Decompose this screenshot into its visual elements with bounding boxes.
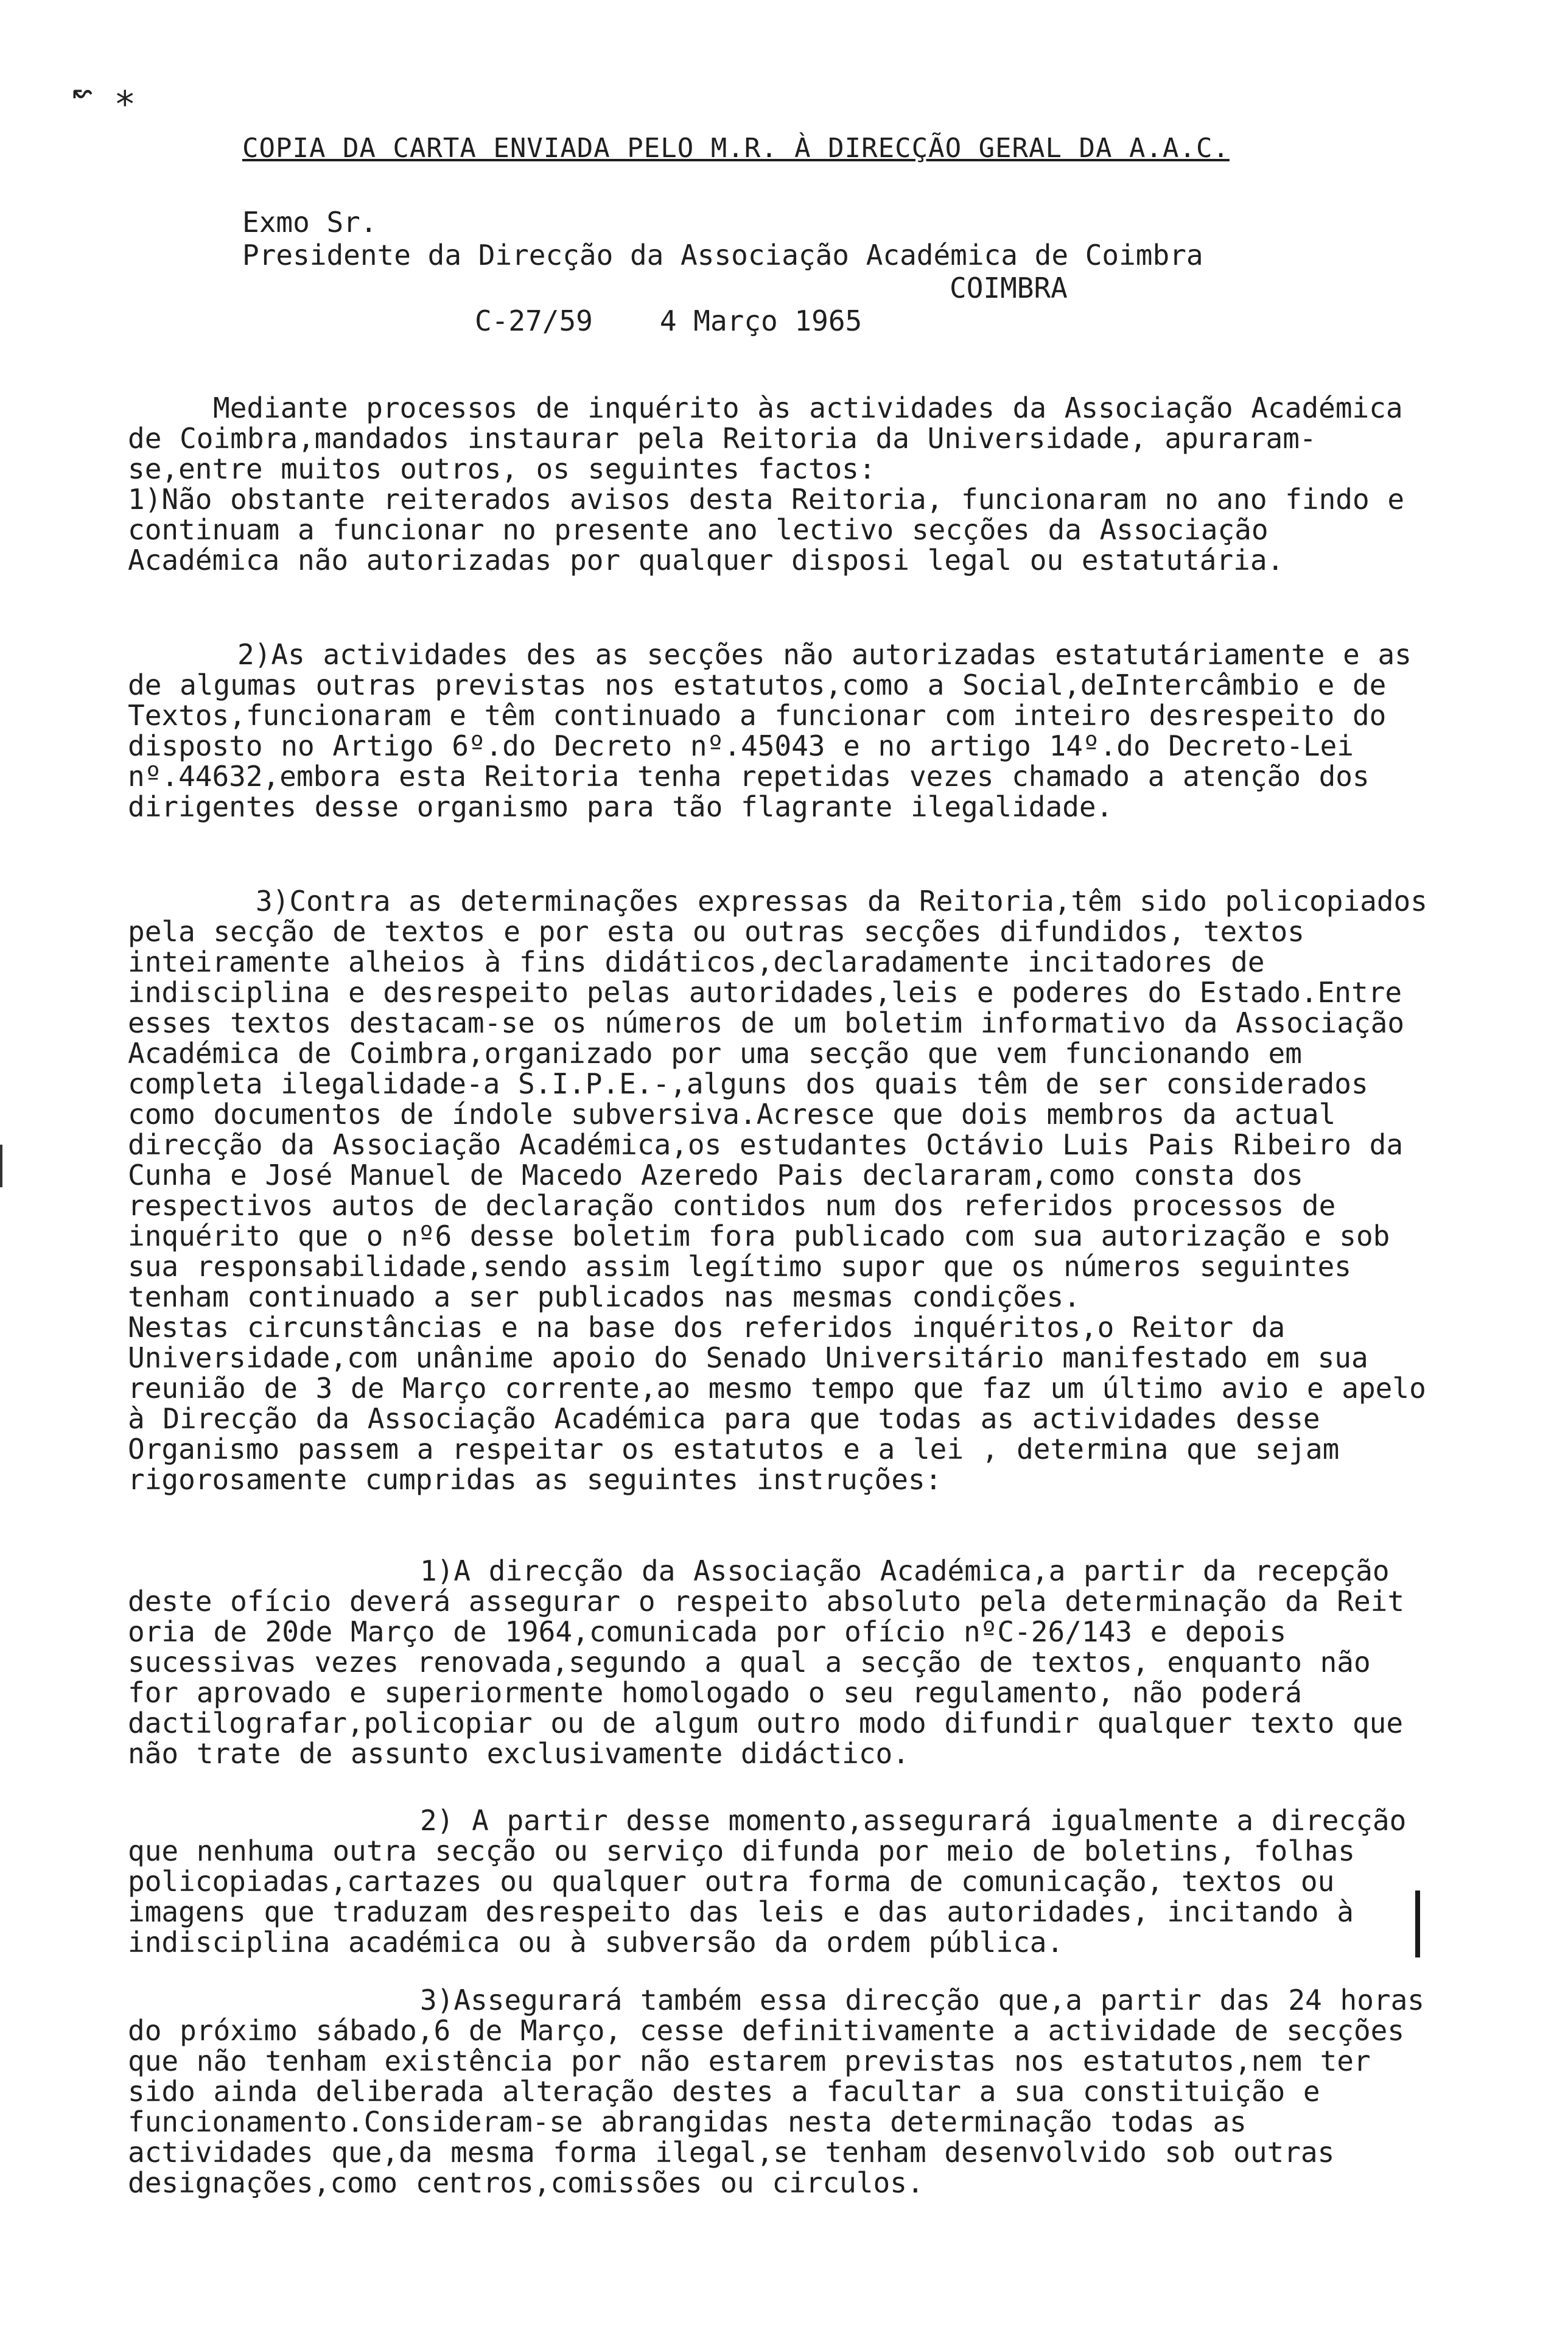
paragraph-instruction-1: 1)A direcção da Associação Académica,a partir da recepção deste ofício deverá assegurar o respeito absoluto pela determinação da Reit oria de 20de Março de 1964,comunicada por ofício nºC-26/143 e depois sucessivas vezes renovada,segundo a qual a secção de textos, enquanto não for aprovado e superiormente homologado o seu regulamento, não poderá dactilografar,policopiar ou de algum outro modo difundir qualquer texto que não trate de assunto exclusivamente didáctico. (128, 1554, 1405, 1770)
addressee-city: COIMBRA (950, 272, 1068, 304)
handwritten-mark-icon: ↜ ⁎ (72, 72, 135, 114)
reference-number: C-27/59 (475, 304, 593, 337)
margin-mark-right (1415, 1890, 1426, 1957)
letter-date: 4 Março 1965 (659, 304, 863, 337)
paragraph-fact-2: 2)As actividades des as secções não autorizadas estatutáriamente e as de algumas outras previstas nos estatutos,como a Social,deIntercâmbio e de Textos,funcionaram e têm continuado a funcionar com inteiro desrespeito do disposto no Artigo 6º.do Decreto nº.45043 e no artigo 14º.do Decreto-Lei nº.44632,embora esta Reitoria tenha repetidas vezes chamado a atenção dos dirigentes desse organismo para tão flagrante ilegalidade. (128, 638, 1412, 823)
margin-mark-left (0, 1145, 11, 1187)
addressee: Presidente da Direcção da Associação Académica de Coimbra (242, 239, 1203, 272)
document-heading: COPIA DA CARTA ENVIADA PELO M.R. À DIRECÇÃO GERAL DA A.A.C. (242, 133, 1230, 164)
paragraph-instruction-3: 3)Assegurará também essa direcção que,a partir das 24 horas do próximo sábado,6 de Março, cesse definitivamente a actividade de secções que não tenham existência por não estarem previstas nos estatutos,nem ter sido ainda deliberada alteração destes a facultar a sua constituição e funcionamento.Consideram-se abrangidas nesta determinação todas as actividades que,da mesma forma ilegal,se tenham desenvolvido sob outras designações,como centros,comissões ou circulos. (128, 1984, 1424, 2199)
paragraph-instruction-2: 2) A partir desse momento,assegurará igualmente a direcção que nenhuma outra secção ou serviço difunda por meio de boletins, folhas policopiadas,cartazes ou qualquer outra forma de comunicação, textos ou imagens que traduzam desrespeito das leis e das autoridades, incitando à indisciplina académica ou à subversão da ordem pública. (128, 1804, 1407, 1959)
paragraph-intro: Mediante processos de inquérito às actividades da Associação Académica de Coimbra,mandados instaurar pela Reitoria da Universidade, apuraram-se,entre muitos outros, os seguintes factos: 1)Não obstante reiterados avisos desta Reitoria, funcionaram no ano findo e continuam a funcionar no presente ano lectivo secções da Associação Académica não autorizadas por qualquer disposi legal ou estatutária. (128, 391, 1405, 577)
salutation: Exmo Sr. (242, 206, 377, 239)
reference-line (475, 304, 862, 337)
paragraph-fact-3: 3)Contra as determinações expressas da Reitoria,têm sido policopiados pela secção de textos e por esta ou outras secções difundidos, textos inteiramente alheios à fins didáticos,declaradamente incitadores de indisciplina e desrespeito pelas autoridades,leis e poderes do Estado.Entre esses textos destacam-se os números de um boletim informativo da Associação Académica de Coimbra,organizado por uma secção que vem funcionando em completa ilegalidade-a S.I.P.E.-,alguns dos quais têm de ser considerados como documentos de índole subversiva.Acresce que dois membros da actual direcção da Associação Académica,os estudantes Octávio Luis Pais Ribeiro da Cunha e José Manuel de Macedo Azeredo Pais declararam,como consta dos respectivos autos de declaração contidos num dos referidos processos de inquérito que o nº6 desse boletim fora publicado com sua autorização e sob sua responsabilidade,sendo assim legítimo supor que os números seguintes tenham continuado a ser publicados nas mesmas condições. Nestas circunstâncias e na base dos referidos inquéritos,o Reitor da Universidade,com unânime apoio do Senado Universitário manifestado em sua reunião de 3 de Março corrente,ao mesmo tempo que faz um último avio e apelo à Direcção da Associação Académica para que todas as actividades desse Organismo passem a respeitar os estatutos e a lei , determina que sejam rigorosamente cumpridas as seguintes instruções: (128, 885, 1427, 1496)
